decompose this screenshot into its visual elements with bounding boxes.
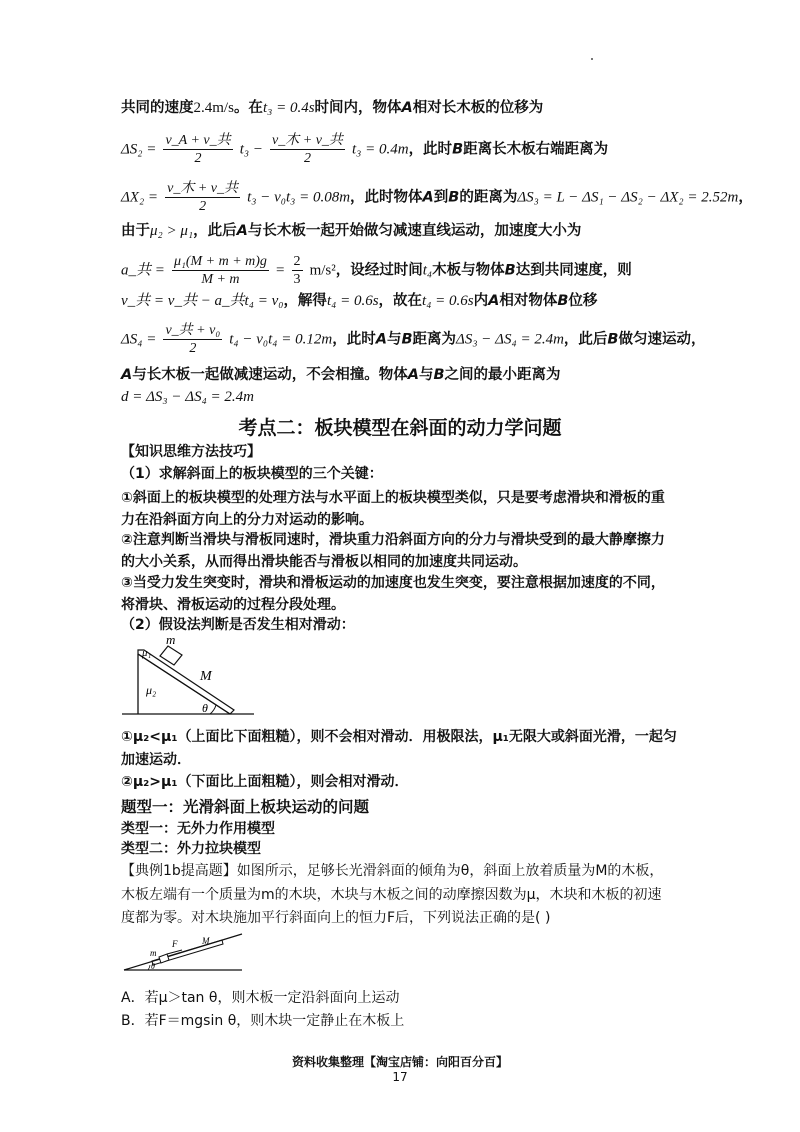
section-title: 考点二：板块模型在斜面的动力学问题: [238, 417, 562, 439]
example-line-1: 【典例1b提高题】如图所示，足够长光滑斜面的倾角为θ，斜面上放着质量为M的木板，: [121, 863, 664, 879]
text: 距离长木板右端距离为: [463, 141, 609, 158]
solution-line-7: [121, 322, 705, 357]
math: t₃ = 0.4m: [351, 141, 409, 158]
example-line-3: 度都为零。对木块施加平行斜面向上的恒力F后，下列说法正确的是( ): [121, 910, 551, 926]
knowledge-p5: （2）假设法判断是否发生相对滑动：: [121, 617, 355, 633]
knowledge-p4a: ③当受力发生突变时，滑块和滑板运动的加速度也发生突变，要注意根据加速度的不同，: [121, 575, 665, 591]
denominator: 2: [199, 199, 207, 214]
label-theta: θ: [202, 701, 208, 715]
text: 达到共同速度，则: [515, 262, 632, 279]
topic-1-title: 题型一：光滑斜面上板块运动的问题: [121, 798, 370, 816]
numerator: v_木 + v_共: [167, 181, 238, 196]
var: A: [401, 100, 413, 116]
label-m: m: [166, 632, 176, 647]
solution-line-3: [121, 180, 753, 215]
example-line-2: 木板左端有一个质量为m的木块，木块与木板之间的动摩擦因数为μ，木块和木板的初速: [121, 887, 662, 903]
fraction: [163, 322, 222, 357]
text: ，此时物体: [350, 189, 423, 206]
solution-line-8: [121, 364, 561, 386]
denominator: 3: [293, 272, 301, 287]
label-m: m: [150, 948, 157, 958]
angle-arc: [148, 965, 150, 970]
numerator: v_A + v_共: [165, 133, 231, 148]
text: 与长木板一起做减速运动，不会相撞。物体: [132, 367, 408, 383]
var: B: [504, 262, 516, 279]
denominator: 2: [303, 151, 311, 166]
fraction: [172, 253, 269, 288]
label-M: M: [202, 936, 210, 946]
math: t₃ = 0.4s: [262, 100, 315, 116]
text: 木板与物体: [432, 262, 505, 279]
numerator: v_木 + v_共: [272, 133, 343, 148]
text: 。在: [233, 100, 263, 116]
var: B: [401, 331, 413, 348]
label-mu2: μ₂: [146, 683, 157, 697]
math: a_共 =: [121, 262, 165, 279]
knowledge-p3a: ②注意判断当滑块与滑板同速时，滑块重力沿斜面方向的分力与滑块受到的最大静摩擦力: [121, 532, 665, 548]
type-1: 类型一：无外力作用模型: [121, 821, 275, 837]
math: t₄ = 0.6s: [422, 293, 474, 309]
knowledge-p2a: ①斜面上的板块模型的处理方法与水平面上的板块模型类似，只是要考虑滑块和滑板的重: [121, 490, 665, 506]
footer-source: 资料收集整理【淘宝店铺：向阳百分百】: [291, 1055, 508, 1069]
math: ΔX₂ =: [121, 189, 159, 206]
solution-line-1: [121, 97, 543, 119]
knowledge-p3b: 的大小关系，从而得出滑块能否与滑板以相同的加速度共同运动。: [121, 554, 527, 570]
page-number: 17: [392, 1070, 408, 1084]
text: 距离为: [412, 331, 457, 348]
var: A: [236, 223, 248, 239]
fraction: [292, 253, 303, 288]
fraction: [163, 132, 232, 167]
text: 共同的速度: [121, 100, 194, 116]
text: ，此后: [193, 223, 237, 239]
label-F: F: [172, 939, 178, 949]
text: 相对长木板的位移为: [412, 100, 544, 116]
case-1b: 加速运动．: [121, 752, 191, 768]
math: d = ΔS₃ − ΔS₄ = 2.4m: [121, 389, 254, 405]
numerator: v_共 + v₀: [165, 323, 221, 338]
text: 由于: [121, 223, 150, 239]
text: 内: [473, 293, 489, 309]
var: A: [121, 367, 133, 383]
math: 2.4m/s: [193, 100, 234, 116]
var: A: [375, 331, 387, 348]
angle-arc: [210, 705, 216, 714]
label-M: M: [200, 669, 212, 684]
denominator: 2: [194, 151, 202, 166]
solution-line-9: [121, 386, 254, 408]
option-B: B．若F＝mgsin θ，则木块一定静止在木板上: [121, 1013, 405, 1029]
var: B: [433, 367, 445, 383]
math: ΔS₃ = L − ΔS₁ − ΔS₂ − ΔX₂ = 2.52m: [517, 189, 739, 206]
option-A: A．若μ＞tan θ，则木板一定沿斜面向上运动: [121, 990, 400, 1006]
incline-figure-2: [122, 932, 246, 976]
block-m: [159, 954, 169, 963]
solution-line-6: [121, 290, 597, 312]
text: 位移: [568, 293, 598, 309]
math: ΔS₄ =: [121, 331, 157, 348]
math: t₄ = 0.6s: [326, 293, 379, 309]
text: 之间的最小距离为: [444, 367, 561, 383]
knowledge-p2b: 力在沿斜面方向上的分力对运动的影响。: [121, 512, 373, 528]
text: ，: [738, 189, 753, 206]
math: μ₂ > μ₁: [150, 223, 194, 239]
numerator: 2: [293, 254, 301, 269]
numerator: μ₁(M + m + m)g: [173, 254, 267, 269]
case-1a: ①μ₂<μ₁（上面比下面粗糙），则不会相对滑动．用极限法，μ₁无限大或斜面光滑，一起匀: [121, 729, 677, 745]
solution-line-4: [121, 220, 581, 242]
math: t₄: [422, 262, 433, 279]
var: A: [422, 189, 434, 206]
var: B: [448, 189, 460, 206]
solution-line-2: [121, 132, 608, 167]
knowledge-p4b: 将滑块、滑板运动的过程分段处理。: [121, 597, 345, 613]
case-2: ②μ₂>μ₁（下面比上面粗糙），则会相对滑动．: [121, 774, 409, 790]
board-M: [138, 650, 234, 714]
incline-figure-1: [118, 632, 258, 722]
math: t₃ −: [239, 141, 263, 158]
math: ΔS₃ − ΔS₄ = 2.4m: [456, 331, 564, 348]
scan-dot: [591, 58, 593, 60]
denominator: 2: [189, 341, 197, 356]
text: 的距离为: [459, 189, 518, 206]
math: t₃ − v₀t₃ = 0.08m: [247, 189, 351, 206]
type-2: 类型二：外力拉块模型: [121, 841, 261, 857]
solution-line-5: [121, 253, 632, 288]
text: ，解得: [283, 293, 327, 309]
math: t₄ − v₀t₄ = 0.12m: [229, 331, 333, 348]
label-theta: θ: [151, 962, 155, 971]
text: ，此后: [563, 331, 608, 348]
denominator: M + m: [201, 272, 240, 287]
fraction: [270, 132, 345, 167]
var: B: [452, 141, 464, 158]
text: 时间内，物体: [314, 100, 402, 116]
math: m/s²: [309, 262, 336, 279]
math: v_共 = v_共 − a_共t₄ = v₀: [121, 293, 284, 309]
knowledge-header: 【知识思维方法技巧】: [121, 444, 261, 460]
math: ΔS₂ =: [121, 141, 157, 158]
text: ，此时: [332, 331, 376, 348]
var: A: [407, 367, 419, 383]
text: ，设经过时间: [335, 262, 423, 279]
text: 与长木板一起开始做匀减速直线运动，加速度大小为: [247, 223, 582, 239]
text: 到: [433, 189, 449, 206]
var: B: [607, 331, 619, 348]
text: 与: [386, 331, 402, 348]
var: B: [557, 293, 569, 309]
text: ，此时: [408, 141, 453, 158]
label-mu1: μ₁: [142, 647, 152, 659]
math: =: [276, 262, 285, 279]
var: A: [488, 293, 500, 309]
knowledge-p1: （1）求解斜面上的板块模型的三个关键：: [121, 466, 383, 482]
text: 与: [418, 367, 434, 383]
text: 做匀速运动，: [618, 331, 706, 348]
text: 相对物体: [499, 293, 558, 309]
text: ，故在: [378, 293, 423, 309]
fraction: [165, 180, 240, 215]
